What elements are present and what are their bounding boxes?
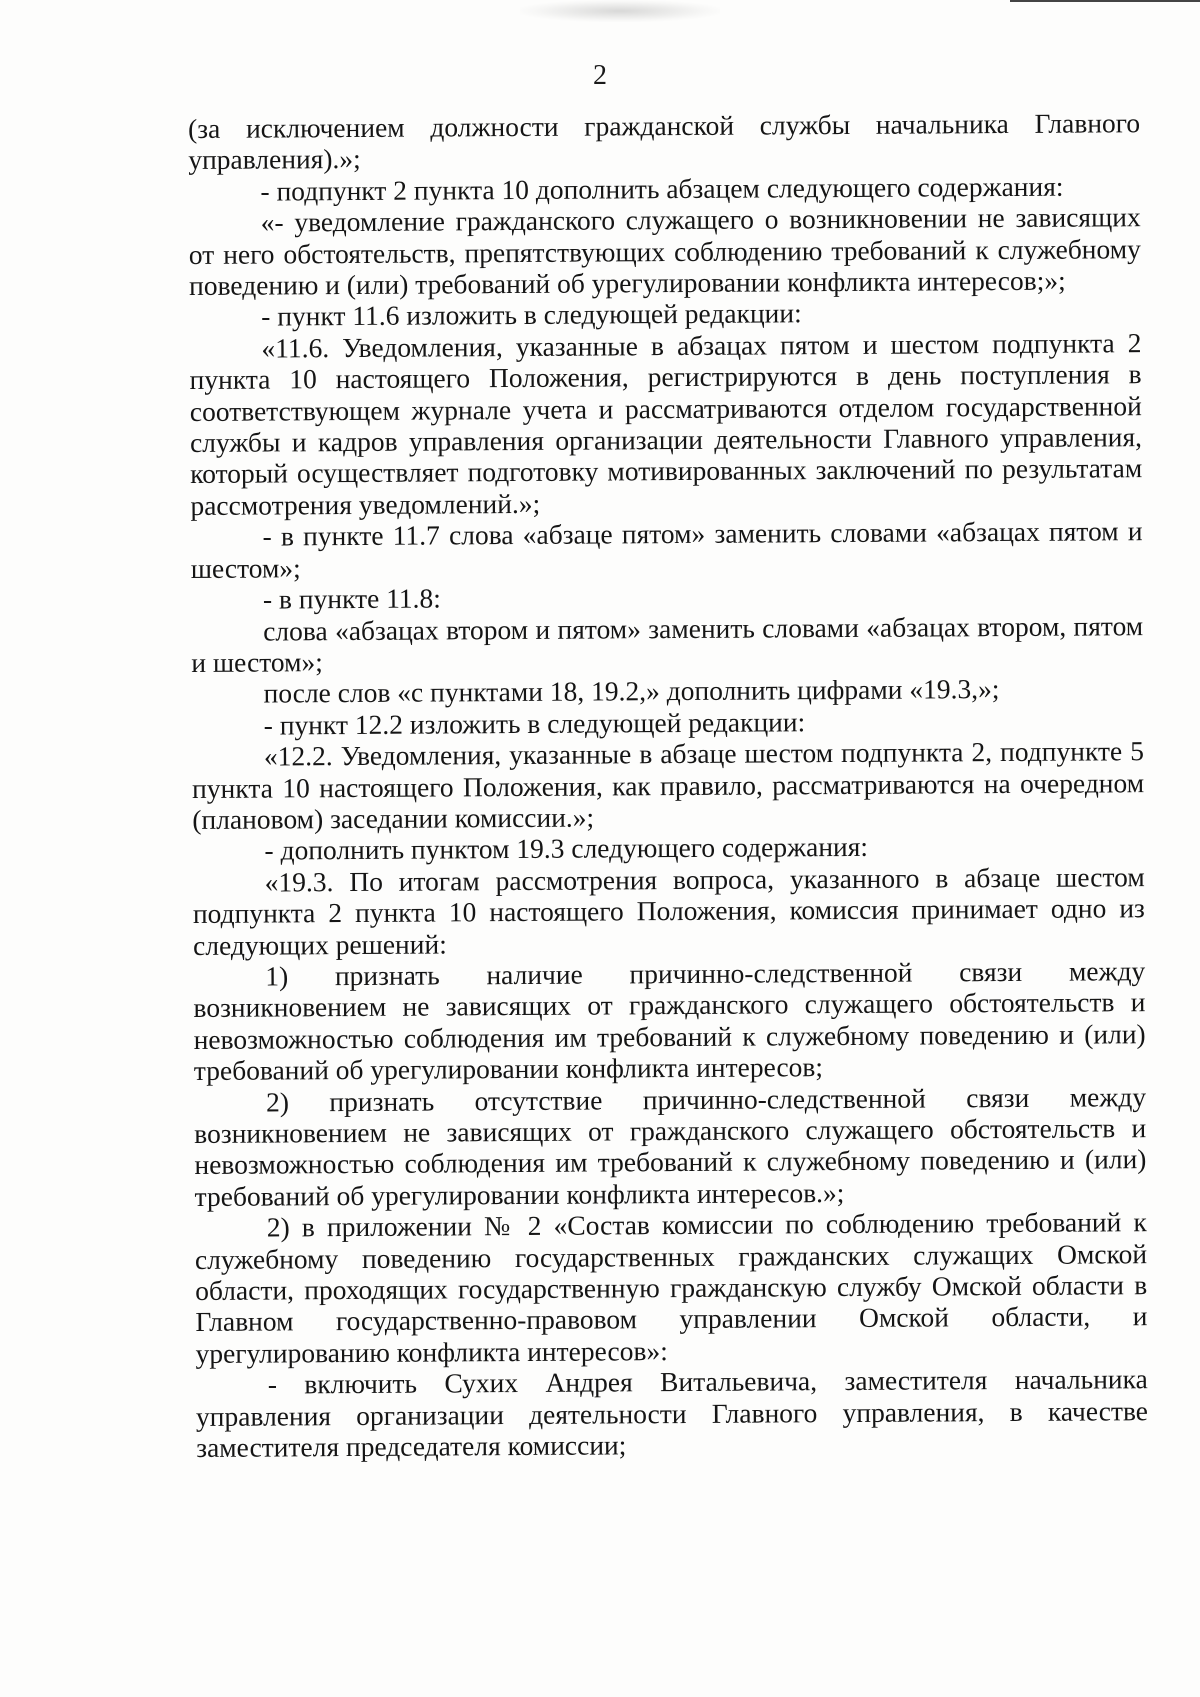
- paragraph: 1) признать наличие причинно-следственной связи между возникновением не зависящих от гражданского служащего обстоятельств и невозможностью соблюдения им требований к служебному поведению и (или) требований об урегулировании конфликта интересов;: [193, 955, 1146, 1087]
- paragraph: «11.6. Уведомления, указанные в абзацах пятом и шестом подпункта 2 пункта 10 настоящего Положения, регистрируются в день поступления в соответствующем журнале учета и рассматриваются отделом государственной службы и кадров управления организации деятельности Главного управления, который осуществляет подготовку мотивированных заключений по результатам рассмотрения уведомлений.»;: [189, 327, 1143, 521]
- page-edge-line: [1010, 0, 1200, 2]
- paragraph: - в пункте 11.7 слова «абзаце пятом» заменить словами «абзацах пятом и шестом»;: [190, 515, 1143, 584]
- paragraph: «12.2. Уведомления, указанные в абзаце шестом подпункта 2, подпункте 5 пункта 10 настоящего Положения, как правило, рассматриваются на очередном (плановом) заседании комиссии.»;: [192, 735, 1145, 835]
- paragraph: после слов «с пунктами 18, 19.2,» дополнить цифрами «19.3,»;: [263, 673, 1000, 709]
- paragraph: 2) признать отсутствие причинно-следственной связи между возникновением не зависящих от гражданского служащего обстоятельств и невозможностью соблюдения им требований к служебному поведению и (или) требований об урегулировании конфликта интересов.»;: [194, 1080, 1147, 1212]
- document-body: [188, 107, 1148, 1463]
- paragraph: 2) в приложении № 2 «Состав комиссии по соблюдению требований к служебному поведению государственных гражданских служащих Омской области, проходящих государственную гражданскую службу Омской области в Главном государственно-правовом управлении Омской области, и урегулированию конфликта интересов»:: [194, 1206, 1148, 1369]
- paragraph: - дополнить пунктом 19.3 следующего содержания:: [264, 831, 869, 866]
- paragraph: «- уведомление гражданского служащего о возникновении не зависящих от него обстоятельств, препятствующих соблюдению требований к служебному поведению и (или) требований об урегулировании конфликта интересов;»;: [188, 201, 1141, 302]
- paragraph: - подпункт 2 пункта 10 дополнить абзацем следующего содержания:: [260, 170, 1064, 207]
- paragraph: «19.3. По итогам рассмотрения вопроса, указанного в абзаце шестом подпункта 2 пункта 10 настоящего Положения, комиссия принимает одно из следующих решений:: [192, 860, 1145, 961]
- page-number: 2: [593, 60, 607, 91]
- paragraph: (за исключением должности гражданской службы начальника Главного управления).»;: [188, 107, 1141, 176]
- paragraph: - в пункте 11.8:: [262, 582, 441, 615]
- paragraph: - включить Сухих Андрея Витальевича, заместителя начальника управления организации деятельности Главного управления, в качестве заместителя председателя комиссии;: [195, 1363, 1149, 1464]
- paragraph: - пункт 12.2 изложить в следующей редакции:: [263, 705, 806, 741]
- scan-artifact: [520, 0, 720, 22]
- paragraph: - пункт 11.6 изложить в следующей редакции:: [261, 297, 802, 332]
- paragraph: слова «абзацах втором и пятом» заменить словами «абзацах втором, пятом и шестом»;: [191, 609, 1144, 678]
